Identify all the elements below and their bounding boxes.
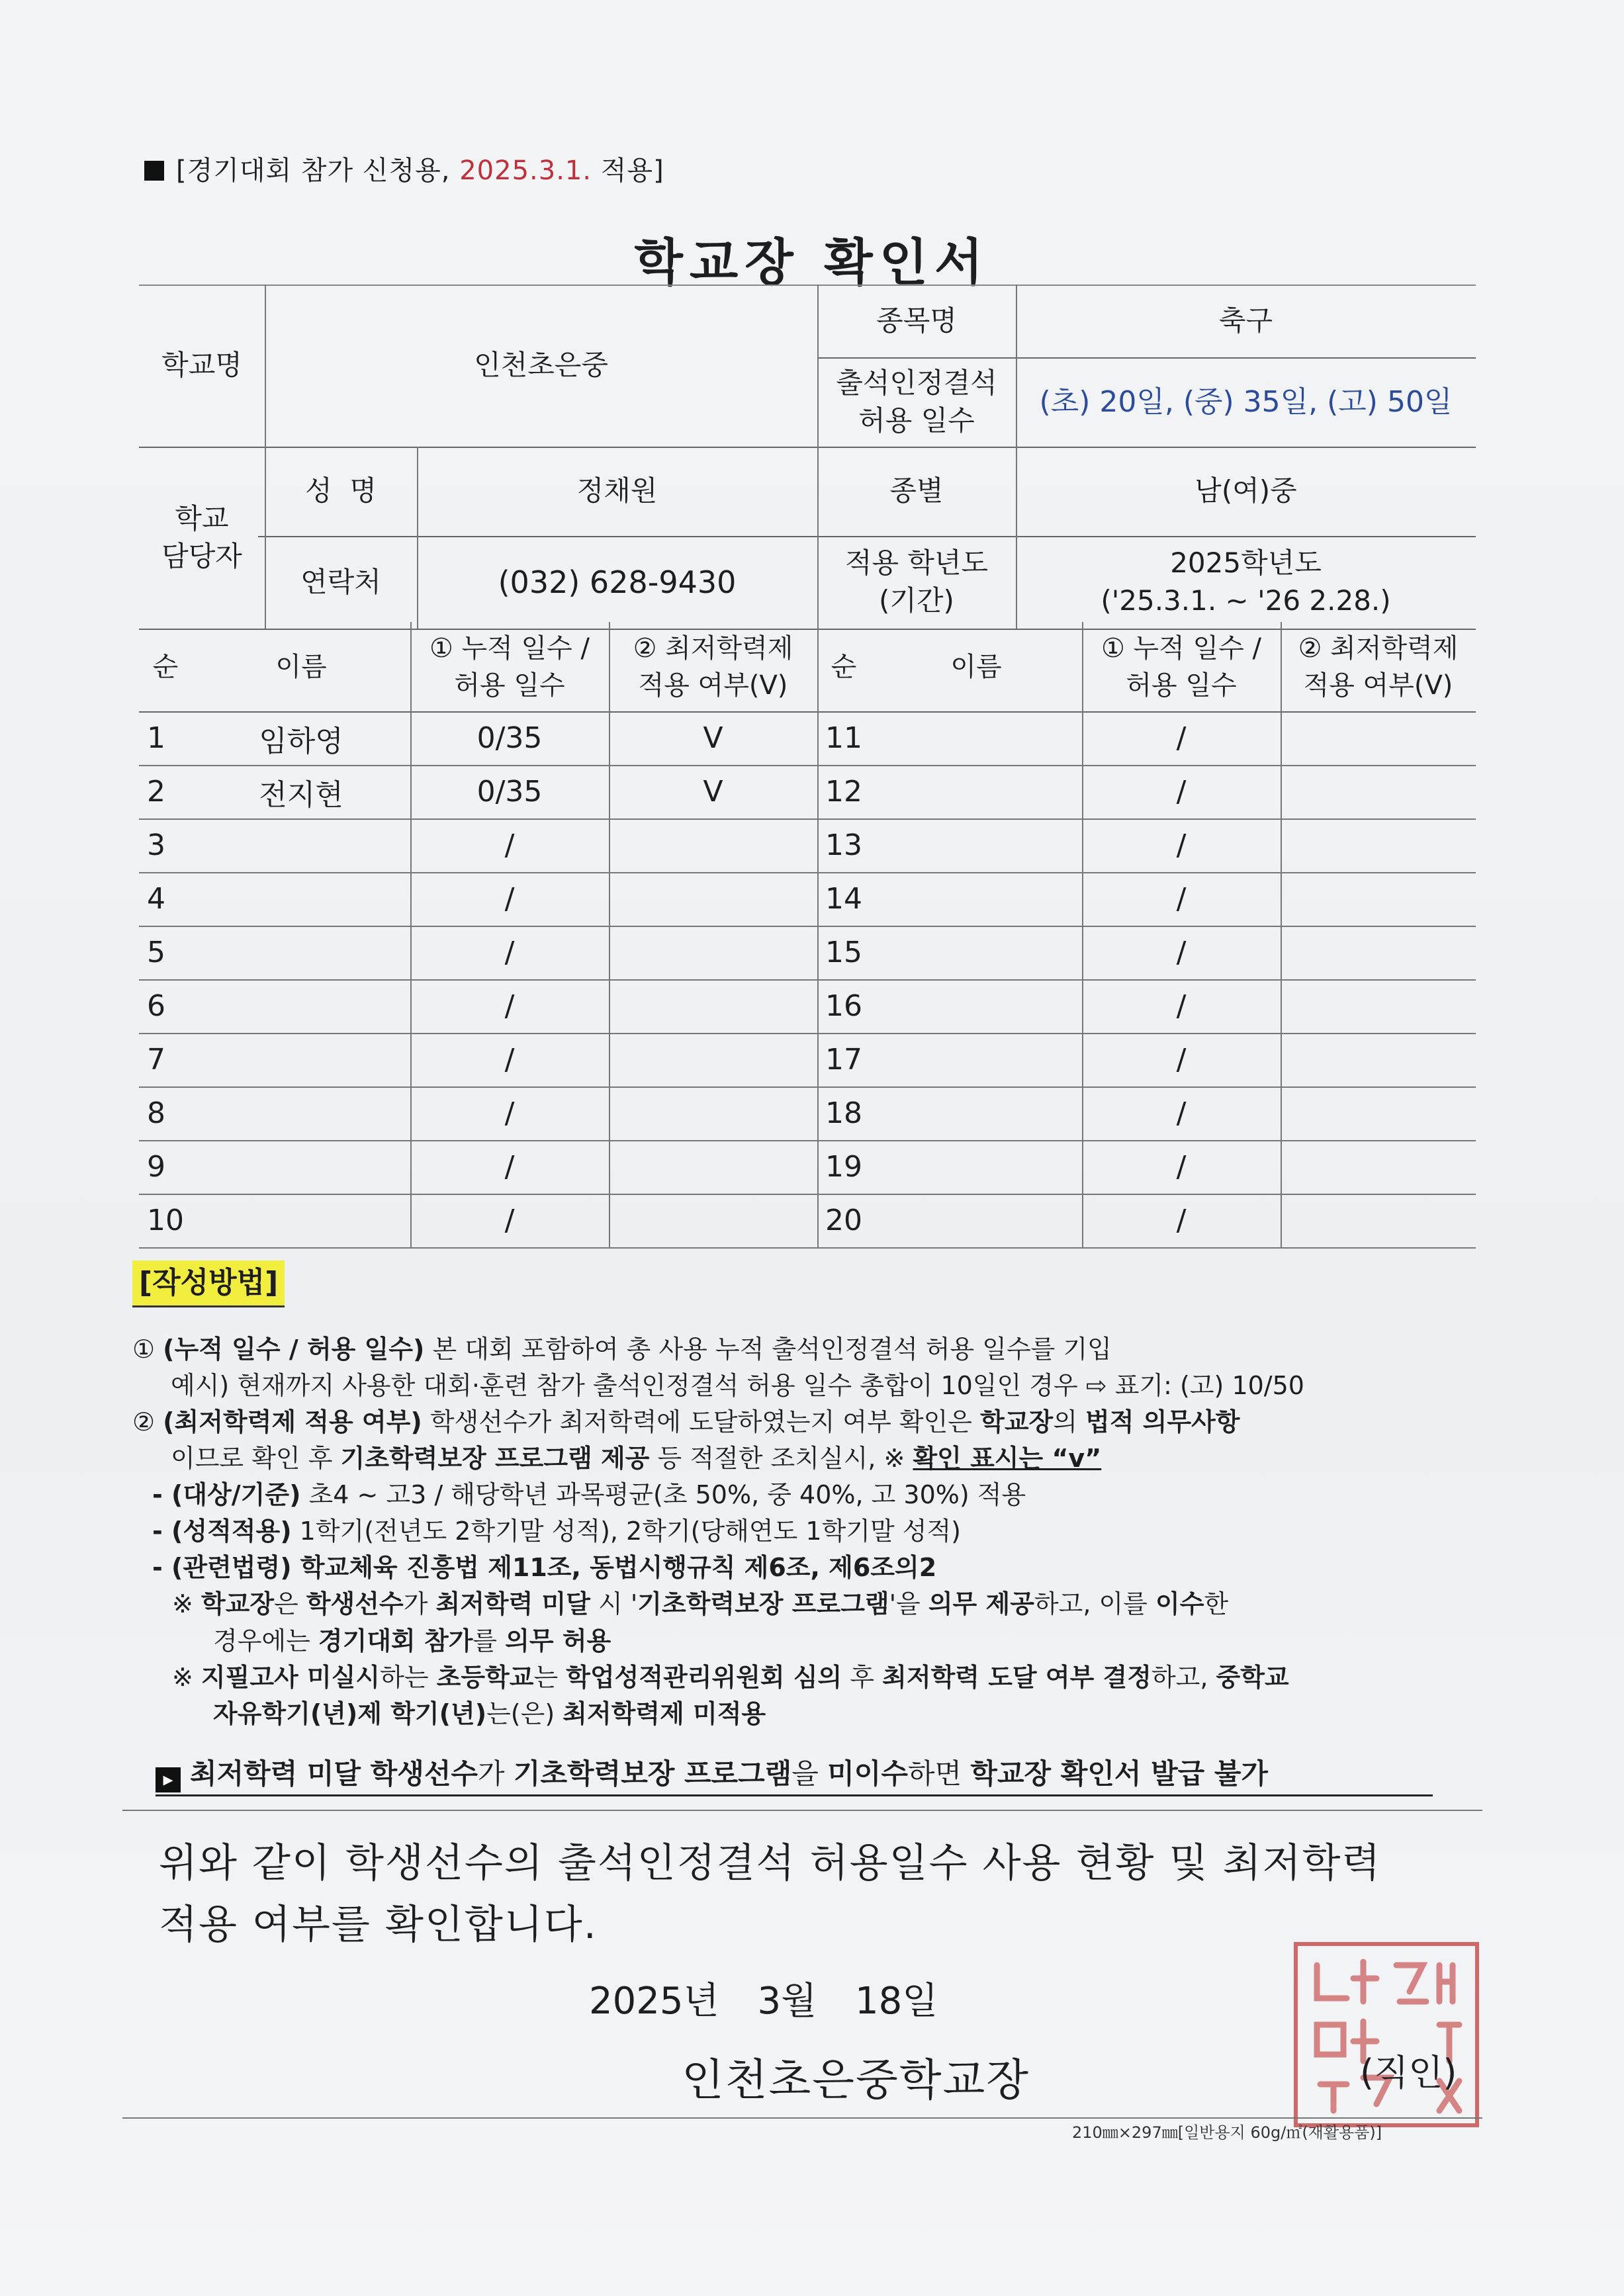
year-label [817,536,1016,629]
row-check [1281,1033,1476,1086]
row-number: 18 [825,1096,862,1130]
row-name [870,1140,1082,1194]
table-row [817,1140,1476,1195]
row-check [1281,926,1476,979]
table-row [139,1033,817,1088]
notice-g: 학교장 확인서 발급 불가 [970,1757,1268,1790]
table-row [817,1086,1476,1141]
sub-item-law [132,1550,1496,1586]
row-check [609,926,817,979]
row-check [609,1194,817,1247]
confirmation-line2: 적용 여부를 확인합니다. [159,1902,598,1948]
row-days: / [504,882,515,916]
header-days [1082,622,1281,711]
row-number: 20 [825,1204,862,1237]
item1-title: (누적 일수 / 허용 일수) [163,1334,425,1364]
row-number: 17 [825,1043,862,1077]
note2-g: 후 [842,1662,883,1692]
paper-spec-footer: 210㎜×297㎜[일반용지 60g/㎡(재활용품)] [1072,2123,1382,2142]
row-check [609,1086,817,1140]
row-number: 3 [147,828,165,862]
instruction-item-1-example: 예시) 현재까지 사용한 대회·훈련 참가 출석인정결석 허용 일수 총합이 10일인 경우 ⇨ 표기: (고) 10/50 [171,1370,1304,1400]
issue-date [589,1972,938,2025]
sub1-bold: - (대상/기준) [152,1480,301,1510]
instruction-item-1 [132,1331,1496,1368]
note2-f: 학업성적관리위원회 심의 [566,1662,842,1692]
note1-line2-a: 경우에는 [213,1626,318,1656]
row-check [1281,765,1476,818]
sub2-text: 1학기(전년도 2학기말 성적), 2학기(당해연도 1학기말 성적) [291,1517,962,1546]
note1-line2-c: 를 [473,1626,506,1656]
row-name [870,765,1082,818]
table-row [139,979,817,1034]
notice-underline [156,1794,1433,1796]
info-table [139,285,1476,629]
list-header [139,622,817,711]
note1-i: '을 [889,1589,928,1619]
school-value: 인천초은중 [474,349,608,382]
absence-label [817,357,1016,447]
issuance-notice [156,1752,1268,1792]
row-number: 12 [825,775,862,809]
item2-bold-b: 학교장 [980,1407,1054,1436]
gender-value: 남(여)중 [1195,474,1297,508]
year-value-line2: ('25.3.1. ~ '26 2.28.) [1101,584,1391,617]
row-name [870,1086,1082,1140]
table-row [817,872,1476,927]
row-days: / [504,1096,515,1130]
note2-e: 는 [533,1662,566,1692]
note2-line2-c: 최저학력제 미적용 [563,1699,766,1728]
sport-label: 종목명 [876,304,957,337]
item2-line2-c: 등 적절한 조치실시, ※ [649,1444,913,1474]
divider [122,1810,1482,1811]
note1-line2-d: 의무 허용 [505,1626,611,1656]
note1-m: 한 [1204,1589,1229,1619]
item2-text-a: 학생선수가 최저학력에 도달하였는지 여부 확인은 [422,1407,981,1436]
note1-g: 시 ' [590,1589,638,1619]
row-name [870,1194,1082,1247]
row-days: / [1176,1150,1187,1184]
row-days: / [504,1150,515,1184]
seal-label: (직인) [1360,2052,1457,2094]
header-days [410,622,609,711]
header-name: 이름 [275,651,327,682]
sub2-bold: - (성적적용) [152,1517,292,1546]
row-name [870,818,1082,872]
item2-line2-a: 이므로 확인 후 [171,1444,341,1474]
name-value: 정채원 [576,474,658,508]
row-days: 0/35 [476,775,543,809]
row-days: / [1176,882,1187,916]
absence-value: (초) 20일, (중) 35일, (고) 50일 [1039,384,1453,419]
table-row [817,711,1476,766]
list-header [817,622,1476,711]
sub3-bold: - (관련법령) 학교체육 진흥법 제11조, 동법시행규칙 제6조, 제6조의2 [152,1553,937,1583]
header-min-line2: 적용 여부(V) [1303,670,1453,701]
row-name: 임하영 [259,724,343,758]
note2-line2-a: 자유학기(년)제 학기(년) [213,1699,487,1728]
date-day: 18일 [854,1980,938,2023]
note2-line2-b: 는(은) [486,1699,563,1728]
note1-e: 가 [403,1589,436,1619]
table-row [817,765,1476,820]
note1-l: 이수 [1155,1589,1204,1619]
confirmation-line1: 위와 같이 학생선수의 출석인정결석 허용일수 사용 현황 및 최저학력 [159,1840,1382,1886]
contact-label: 연락처 [300,565,381,598]
note2-j: 중학교 [1216,1662,1289,1692]
gender-label: 종별 [889,474,944,508]
date-month: 3월 [757,1980,817,2023]
table-row [139,818,817,873]
header-min [609,622,817,711]
note1-c: 은 [274,1589,306,1619]
sub-item-grade [132,1513,1496,1550]
notice-d: 을 [791,1757,828,1790]
row-number: 10 [147,1204,184,1237]
item2-line2-underline: 확인 표시는 “v” [913,1444,1102,1474]
sub1-text: 초4 ~ 고3 / 해당학년 과목평균(초 50%, 중 40%, 고 30%) 적용 [300,1480,1026,1510]
divider [122,2117,1482,2119]
note1-f: 최저학력 미달 [435,1589,590,1619]
row-name [192,979,410,1033]
row-name [192,872,410,926]
row-name [870,1033,1082,1086]
row-name [192,1086,410,1140]
note2-d: 초등학교 [436,1662,534,1692]
note-1 [132,1586,1496,1622]
row-number: 9 [147,1150,165,1184]
note1-a: ※ [172,1589,201,1619]
table-row [817,979,1476,1034]
note2-c: 하는 [380,1662,437,1692]
row-check [1281,711,1476,765]
student-list-right [817,622,1476,1251]
item1-text: 본 대회 포함하여 총 사용 누적 출석인정결석 허용 일수를 기입 [424,1334,1112,1364]
row-check [609,979,817,1033]
row-name [192,1194,410,1247]
row-days: / [504,936,515,969]
row-name [870,711,1082,765]
note1-d: 학생선수 [306,1589,404,1619]
row-number: 14 [825,882,862,916]
page-title: 학교장 확인서 [634,233,990,292]
note1-k: 하고, 이를 [1034,1589,1155,1619]
contact-value: (032) 628-9430 [498,564,737,600]
row-name: 전지현 [259,777,343,812]
row-name [870,979,1082,1033]
table-row [139,1086,817,1141]
student-list-left [139,622,817,1251]
item2-title: (최저학력제 적용 여부) [163,1407,422,1436]
date-year: 2025년 [589,1980,719,2023]
note-1-line2 [132,1623,1496,1659]
row-number: 1 [147,721,165,755]
row-number: 6 [147,989,165,1023]
item2-text-c: 의 [1053,1407,1086,1436]
school-label: 학교명 [161,349,242,382]
notice-c: 기초학력보장 프로그램 [513,1757,792,1790]
note2-b: 지필고사 미실시 [201,1662,381,1692]
table-row [139,765,817,820]
notice-f: 하면 [907,1757,971,1790]
row-number: 7 [147,1043,165,1077]
row-name [192,1140,410,1194]
tag-suffix: 적용] [600,155,664,186]
row-number: 11 [825,721,862,755]
year-value-line1: 2025학년도 [1170,547,1322,580]
row-name [192,818,410,872]
row-check [1281,1086,1476,1140]
header-min-line2: 적용 여부(V) [638,670,788,701]
item2-line2-bold: 기초학력보장 프로그램 제공 [340,1444,650,1474]
row-days: / [504,828,515,862]
header-min [1281,622,1476,711]
instruction-item-2-line2 [132,1440,1496,1477]
note1-line2-b: 경기대회 참가 [318,1626,473,1656]
row-number: 19 [825,1150,862,1184]
header-min-line1: ② 최저학력제 [1298,633,1459,664]
row-check [1281,872,1476,926]
absence-label-line2: 허용 일수 [858,404,975,437]
row-name [192,926,410,979]
row-name [870,872,1082,926]
row-check [609,1033,817,1086]
notice-a: 최저학력 미달 학생선수 [190,1757,478,1790]
tag-prefix: [경기대회 참가 신청용, [176,155,451,186]
note2-h: 최저학력 도달 여부 결정 [882,1662,1151,1692]
row-check: V [703,775,723,809]
manager-label [139,447,265,629]
row-check [1281,1194,1476,1247]
row-days: / [1176,1096,1187,1130]
table-row [139,926,817,981]
note1-b: 학교장 [201,1589,275,1619]
confirmation-statement [159,1833,1482,1956]
black-square-icon [144,161,164,181]
note1-h: 기초학력보장 프로그램 [637,1589,889,1619]
row-number: 16 [825,989,862,1023]
table-row [817,1033,1476,1088]
note1-j: 의무 제공 [928,1589,1034,1619]
table-row [817,818,1476,873]
table-row [139,711,817,766]
row-name [192,1033,410,1086]
row-check [1281,818,1476,872]
row-number: 5 [147,936,165,969]
table-row [139,1140,817,1195]
row-days: / [1176,1204,1187,1237]
instructions-heading: [작성방법] [132,1260,285,1307]
year-label-line1: 적용 학년도 [844,547,989,580]
table-row [139,1194,817,1249]
note-2 [132,1659,1496,1696]
row-days: / [504,1204,515,1237]
header-no: 순 [831,651,857,682]
row-number: 13 [825,828,862,862]
row-days: / [1176,828,1187,862]
principal-title: 인천초은중학교장 [682,2054,1030,2105]
official-seal-icon [1290,1939,1482,2131]
row-check [609,1140,817,1194]
note2-i: 하고, [1151,1662,1216,1692]
row-number: 8 [147,1096,165,1130]
sport-value: 축구 [1218,304,1273,337]
year-label-line2: (기간) [879,584,954,617]
tag-date: 2025.3.1. [459,155,592,186]
header-min-line1: ② 최저학력제 [633,633,793,664]
manager-label-line1: 학교 [175,502,229,535]
arrow-box-icon: ▸ [156,1767,181,1792]
row-check: V [703,721,723,755]
header-days-line2: 허용 일수 [454,670,565,701]
table-row [817,926,1476,981]
row-days: / [1176,721,1187,755]
notice-b: 가 [477,1757,514,1790]
row-number: 15 [825,936,862,969]
row-days: / [504,989,515,1023]
manager-label-line2: 담당자 [161,539,242,572]
row-days: / [1176,1043,1187,1077]
row-days: / [1176,989,1187,1023]
instruction-item-2 [132,1404,1496,1440]
absence-label-line1: 출석인정결석 [836,366,997,399]
row-check [1281,979,1476,1033]
table-row [139,872,817,927]
row-days: / [504,1043,515,1077]
table-row [817,1194,1476,1249]
row-name [870,926,1082,979]
header-name: 이름 [950,651,1002,682]
instructions [132,1260,1496,1732]
year-value [1016,536,1476,629]
row-days: / [1176,936,1187,969]
header-days-line2: 허용 일수 [1126,670,1237,701]
sub-item-target [132,1477,1496,1513]
row-days: 0/35 [476,721,543,755]
item2-number: ② [132,1407,156,1436]
row-number: 4 [147,882,165,916]
header-days-line1: ① 누적 일수 / [1101,633,1262,664]
row-check [1281,1140,1476,1194]
name-label: 성 명 [305,474,377,508]
item1-number: ① [132,1334,156,1364]
header-days-line1: ① 누적 일수 / [429,633,590,664]
header-no: 순 [152,651,179,682]
form-usage-tag [144,150,664,187]
row-check [609,818,817,872]
notice-e: 미이수 [827,1757,908,1790]
row-check [609,872,817,926]
row-number: 2 [147,775,165,809]
note-2-line2 [132,1696,1496,1732]
item2-bold-d: 법적 의무사항 [1085,1407,1240,1436]
note2-a: ※ [172,1662,201,1692]
row-days: / [1176,775,1187,809]
